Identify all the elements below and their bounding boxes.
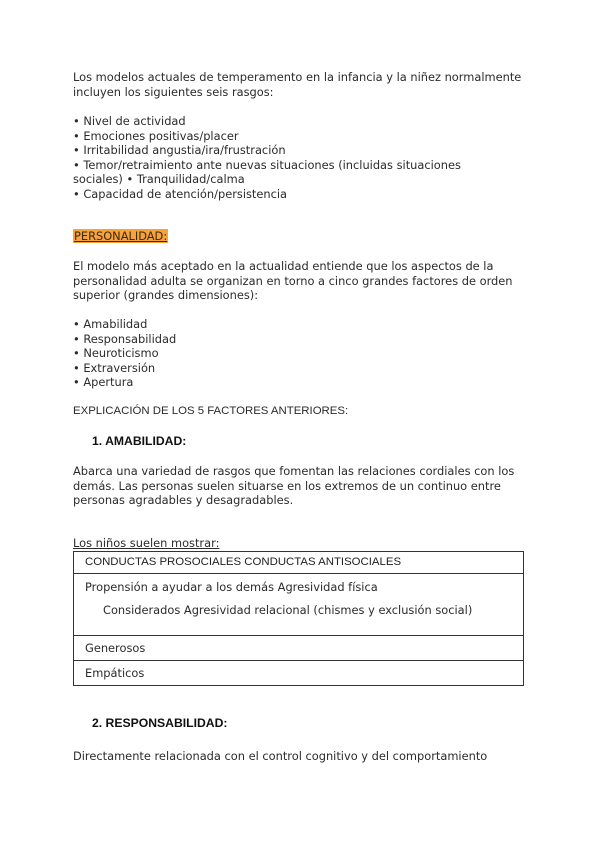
paragraph-line: Abarca una variedad de rasgos que fomentan las relaciones cordiales con los (73, 464, 515, 478)
table-cell: Generosos (74, 636, 524, 661)
paragraph-line: personas agradables y desagradables. (73, 493, 294, 507)
amabilidad-paragraph (73, 464, 514, 508)
table-row (74, 661, 524, 686)
list-item: • Capacidad de atención/persistencia (73, 186, 288, 201)
responsabilidad-paragraph: Directamente relacionada con el control cognitivo y del comportamiento (73, 749, 488, 763)
table-row (74, 636, 524, 661)
list-item: • Amabilidad (73, 317, 148, 331)
personality-heading (73, 229, 168, 244)
personality-paragraph (73, 259, 513, 303)
list-item: • Responsabilidad (73, 331, 177, 346)
table-row (74, 552, 524, 574)
paragraph-line: superior (grandes dimensiones): (73, 288, 259, 302)
list-item: • Emociones positivas/placer (73, 128, 239, 143)
section-heading-responsabilidad: 2. RESPONSABILIDAD: (92, 716, 228, 730)
list-item: • Irritabilidad angustia/ira/frustración (73, 143, 286, 157)
temperament-list (73, 114, 461, 201)
list-item: • Nivel de actividad (73, 114, 186, 128)
table-row (74, 574, 524, 636)
explanation-heading: EXPLICACIÓN DE LOS 5 FACTORES ANTERIORES: (73, 405, 349, 417)
big-five-list (73, 317, 176, 390)
paragraph-line: El modelo más aceptado en la actualidad entiende que los aspectos de la (73, 259, 494, 273)
list-item: • Temor/retraimiento ante nuevas situaciones (incluidas situaciones (73, 157, 461, 172)
cell-line: Considerados Agresividad relacional (chismes y exclusión social) (103, 603, 473, 617)
list-item: • Apertura (73, 375, 134, 389)
paragraph-line: demás. Las personas suelen situarse en los extremos de un continuo entre (73, 478, 501, 493)
intro-paragraph (73, 70, 521, 99)
list-item: • Extraversión (73, 360, 156, 375)
list-item: • Neuroticismo (73, 346, 159, 360)
paragraph-line: personalidad adulta se organizan en torno a cinco grandes factores de orden (73, 273, 513, 288)
behaviors-table (73, 551, 524, 686)
cell-line: Propensión a ayudar a los demás Agresividad física (85, 580, 378, 594)
section-heading-amabilidad: 1. AMABILIDAD: (92, 434, 187, 448)
intro-line: incluyen los siguientes seis rasgos: (73, 84, 274, 99)
highlighted-heading: PERSONALIDAD: (74, 229, 168, 243)
table-cell (74, 574, 524, 636)
list-item: sociales) • Tranquilidad/calma (73, 172, 245, 186)
table-cell: Empáticos (74, 661, 524, 686)
table-header-cell: CONDUCTAS PROSOCIALES CONDUCTAS ANTISOCIALES (74, 552, 524, 574)
table-caption: Los niños suelen mostrar: (73, 536, 220, 550)
intro-line: Los modelos actuales de temperamento en la infancia y la niñez normalmente (73, 70, 522, 84)
